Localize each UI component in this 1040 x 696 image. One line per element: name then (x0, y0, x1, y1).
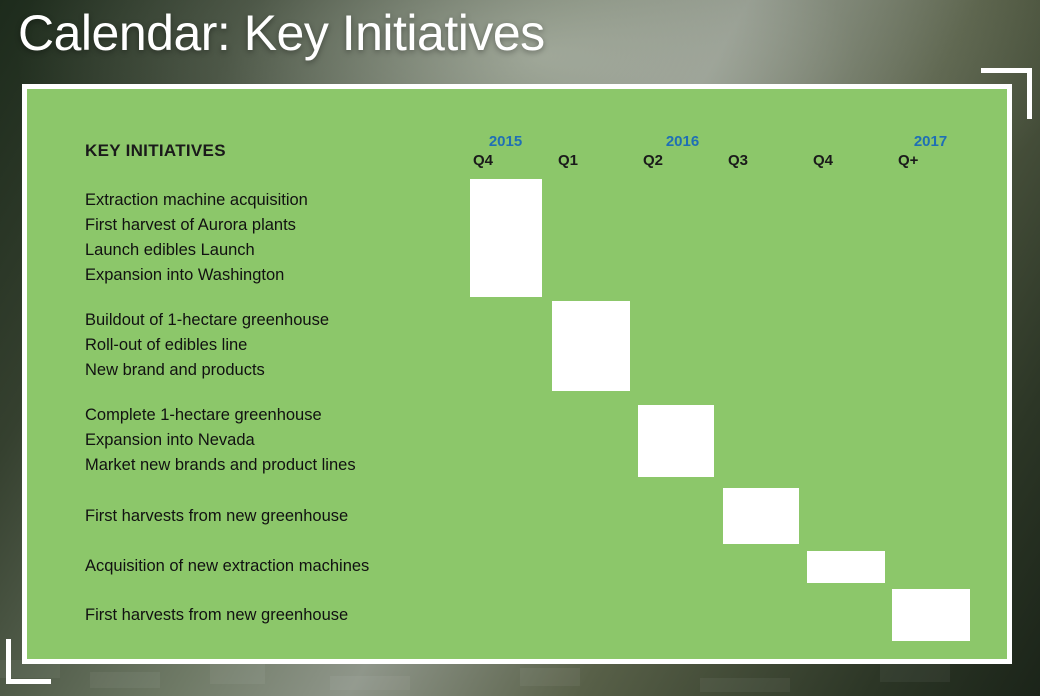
cell-2015-q4 (463, 488, 548, 544)
year-spacer (803, 132, 888, 151)
row-line: Launch edibles Launch (85, 241, 255, 259)
row-line: New brand and products (85, 361, 265, 379)
cell-2016-q2 (633, 488, 718, 544)
row-line: Market new brands and product lines (85, 456, 356, 474)
texture-block (210, 664, 265, 684)
row-line: Roll-out of edibles line (85, 336, 248, 354)
cell-2016-q3 (718, 178, 803, 298)
quarter-label-2016-q2: Q2 (643, 152, 664, 169)
cell-2016-q3 (718, 544, 803, 589)
header-2016-q3 (718, 124, 803, 178)
table-row (73, 544, 973, 589)
header-2015-q4 (463, 124, 548, 178)
row-line: Acquisition of new extraction machines (85, 557, 370, 575)
cell-2017-qplus (888, 589, 973, 641)
quarter-label-2015-q4: Q4 (473, 152, 494, 169)
cell-2016-q1 (548, 393, 633, 488)
cell-2016-q3 (718, 488, 803, 544)
row-label-4 (73, 488, 463, 544)
row-line: Expansion into Nevada (85, 431, 255, 449)
cell-2015-q4 (463, 544, 548, 589)
texture-block (520, 668, 580, 686)
row-line: Complete 1-hectare greenhouse (85, 406, 322, 424)
cell-2016-q4 (803, 488, 888, 544)
calendar-card (22, 84, 1012, 664)
cell-2016-q4 (803, 393, 888, 488)
row-line: Extraction machine acquisition (85, 191, 308, 209)
texture-block (880, 662, 950, 682)
cell-2016-q4 (803, 298, 888, 393)
cell-2017-qplus (888, 488, 973, 544)
cell-2016-q2 (633, 393, 718, 488)
timeline-marker (892, 589, 970, 641)
cell-2015-q4 (463, 178, 548, 298)
page-title: Calendar: Key Initiatives (18, 5, 545, 61)
texture-block (90, 672, 160, 688)
year-label-2017: 2017 (913, 133, 948, 150)
year-label-2016: 2016 (665, 133, 700, 150)
row-line: Buildout of 1-hectare greenhouse (85, 311, 330, 329)
cell-2017-qplus (888, 298, 973, 393)
cell-2016-q4 (803, 178, 888, 298)
timeline-marker (638, 405, 714, 477)
quarter-label-2016-q1: Q1 (558, 152, 579, 169)
row-line: First harvests from new greenhouse (85, 605, 349, 624)
row-label-5 (73, 544, 463, 589)
cell-2016-q2 (633, 178, 718, 298)
texture-block (330, 676, 410, 690)
cell-2016-q4 (803, 589, 888, 641)
row-line: Expansion into Washington (85, 266, 285, 284)
cell-2016-q1 (548, 589, 633, 641)
timeline-marker (723, 488, 799, 544)
initiatives-calendar-table (73, 124, 973, 641)
cell-2016-q3 (718, 589, 803, 641)
cell-2016-q3 (718, 298, 803, 393)
header-2016-q4 (803, 124, 888, 178)
cell-2015-q4 (463, 298, 548, 393)
row-label-1 (73, 178, 463, 298)
row-label-6 (73, 589, 463, 641)
year-label-2015: 2015 (488, 133, 523, 150)
row-line: First harvest of Aurora plants (85, 216, 296, 234)
quarter-label-2016-q3: Q3 (728, 152, 749, 169)
timeline-marker (807, 551, 885, 583)
cell-2017-qplus (888, 544, 973, 589)
timeline-marker (470, 179, 542, 297)
row-line: First harvests from new greenhouse (85, 506, 349, 525)
cell-2016-q2 (633, 544, 718, 589)
header-2017-qplus (888, 124, 973, 178)
cell-2017-qplus (888, 393, 973, 488)
table-row (73, 589, 973, 641)
table-row (73, 178, 973, 298)
table-row (73, 298, 973, 393)
cell-2016-q2 (633, 298, 718, 393)
header-key-initiatives: KEY INITIATIVES (73, 124, 463, 178)
table-row (73, 393, 973, 488)
cell-2016-q1 (548, 544, 633, 589)
quarter-label-2017-qplus: Q+ (898, 152, 919, 169)
cell-2015-q4 (463, 589, 548, 641)
row-label-3 (73, 393, 463, 488)
cell-2016-q4 (803, 544, 888, 589)
timeline-marker (552, 301, 630, 391)
cell-2017-qplus (888, 178, 973, 298)
row-label-2 (73, 298, 463, 393)
cell-2016-q1 (548, 298, 633, 393)
cell-2016-q3 (718, 393, 803, 488)
table-row (73, 488, 973, 544)
year-spacer (718, 132, 803, 151)
cell-2015-q4 (463, 393, 548, 488)
texture-block (700, 678, 790, 692)
table-header-row (73, 124, 973, 178)
cell-2016-q1 (548, 178, 633, 298)
quarter-label-2016-q4: Q4 (813, 152, 834, 169)
cell-2016-q2 (633, 589, 718, 641)
cell-2016-q1 (548, 488, 633, 544)
